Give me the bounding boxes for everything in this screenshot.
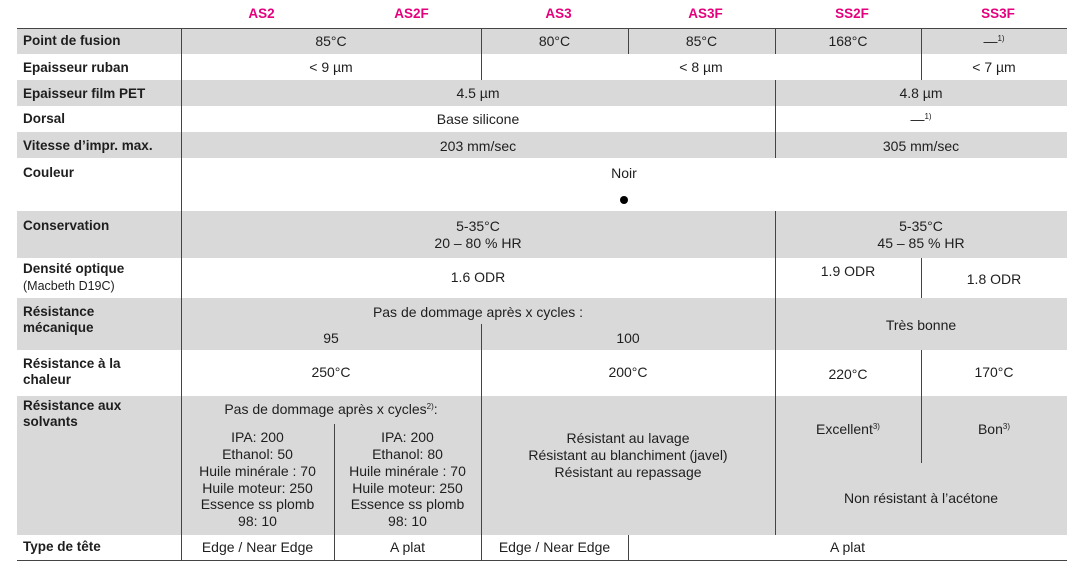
column-header-as2f: AS2F bbox=[394, 6, 429, 21]
table-cell-line: Huile moteur: 250 bbox=[352, 480, 463, 496]
table-cell-line: Huile moteur: 250 bbox=[202, 480, 313, 496]
column-header-as3: AS3 bbox=[545, 6, 572, 21]
table-cell: 200°C bbox=[608, 364, 648, 380]
row-label: Résistance aux bbox=[23, 398, 122, 413]
table-cell: 203 mm/sec bbox=[439, 138, 517, 154]
table-cell-line: Huile minérale : 70 bbox=[349, 463, 466, 479]
table-cell-line: Huile minérale : 70 bbox=[199, 463, 316, 479]
row-label: mécanique bbox=[23, 320, 94, 335]
table-cell: 4.5 µm bbox=[456, 85, 500, 101]
cell-value: Pas de dommage après x cycles bbox=[224, 401, 427, 417]
table-cell: 85°C bbox=[685, 33, 718, 49]
cell-value: Bon bbox=[977, 421, 1003, 437]
row-label: Couleur bbox=[23, 165, 75, 180]
table-cell bbox=[775, 421, 921, 437]
cell-value-suffix: : bbox=[433, 401, 438, 417]
table-cell bbox=[775, 111, 1067, 127]
table-cell: 1.8 ODR bbox=[966, 271, 1022, 287]
table-cell-line: Résistant au blanchiment (javel) bbox=[528, 447, 728, 463]
row-label: Conservation bbox=[23, 218, 110, 233]
footnote-marker: 1) bbox=[997, 34, 1005, 43]
table-cell: Edge / Near Edge bbox=[201, 539, 314, 555]
table-cell: 4.8 µm bbox=[899, 85, 943, 101]
table-cell-line: 5-35°C bbox=[899, 218, 943, 234]
row-sublabel: (Macbeth D19C) bbox=[23, 279, 115, 293]
table-cell: 250°C bbox=[311, 364, 351, 380]
table-cell: Très bonne bbox=[885, 317, 957, 333]
table-cell: 100 bbox=[616, 330, 640, 346]
table-cell bbox=[921, 33, 1067, 49]
table-cell-line: Résistant au repassage bbox=[554, 464, 702, 480]
table-cell: 85°C bbox=[315, 33, 347, 49]
footnote-marker: 3) bbox=[872, 422, 880, 431]
table-cell: 1.9 ODR bbox=[820, 263, 876, 279]
table-cell-line: 98: 10 bbox=[238, 513, 277, 529]
table-cell: A plat bbox=[829, 539, 866, 555]
column-header-as2: AS2 bbox=[248, 6, 275, 21]
table-cell-line: 5-35°C bbox=[456, 218, 500, 234]
table-cell-line: 45 – 85 % HR bbox=[877, 235, 965, 251]
row-label: Epaisseur ruban bbox=[23, 60, 129, 75]
table-cell: Base silicone bbox=[436, 111, 520, 127]
table-cell-line: IPA: 200 bbox=[231, 429, 284, 445]
table-cell: Noir bbox=[611, 165, 637, 181]
table-cell bbox=[181, 401, 481, 417]
table-cell-line: IPA: 200 bbox=[381, 429, 434, 445]
table-cell: < 9 µm bbox=[309, 59, 353, 75]
row-label: chaleur bbox=[23, 372, 72, 387]
table-cell: A plat bbox=[389, 539, 426, 555]
row-label: Résistance bbox=[23, 304, 95, 319]
table-cell: 220°C bbox=[828, 366, 868, 382]
cell-value: — bbox=[983, 33, 998, 49]
table-cell-line: 98: 10 bbox=[388, 513, 427, 529]
table-top-rule bbox=[17, 28, 1067, 29]
column-header-ss3f: SS3F bbox=[981, 6, 1015, 21]
color-swatch bbox=[620, 196, 628, 204]
table-cell: 168°C bbox=[828, 33, 868, 49]
table-cell-line: Ethanol: 80 bbox=[372, 446, 443, 462]
row-label: Vitesse d’impr. max. bbox=[23, 138, 153, 153]
table-cell: Pas de dommage après x cycles : bbox=[372, 304, 584, 320]
table-cell: 305 mm/sec bbox=[882, 138, 960, 154]
table-cell: 95 bbox=[323, 330, 339, 346]
table-cell: < 7 µm bbox=[972, 59, 1016, 75]
table-cell: 170°C bbox=[974, 364, 1014, 380]
table-cell-line: Essence ss plomb bbox=[200, 496, 315, 512]
table-cell: 1.6 ODR bbox=[450, 269, 506, 285]
row-label: Type de tête bbox=[23, 539, 101, 554]
row-label: Dorsal bbox=[23, 111, 66, 126]
cell-value: — bbox=[910, 111, 925, 127]
column-header-as3f: AS3F bbox=[688, 6, 723, 21]
footnote-marker: 2) bbox=[426, 402, 434, 411]
column-divider bbox=[775, 396, 776, 535]
cell-value: Excellent bbox=[816, 421, 873, 437]
row-label: Epaisseur film PET bbox=[23, 86, 146, 101]
table-cell-line: Ethanol: 50 bbox=[222, 446, 293, 462]
table-cell-line: 20 – 80 % HR bbox=[434, 235, 522, 251]
table-cell: 80°C bbox=[538, 33, 571, 49]
table-bottom-rule bbox=[17, 560, 1067, 561]
row-label: Résistance à la bbox=[23, 356, 121, 371]
table-cell-line: Essence ss plomb bbox=[350, 496, 465, 512]
row-label: solvants bbox=[23, 414, 78, 429]
table-cell: < 8 µm bbox=[679, 59, 723, 75]
column-header-ss2f: SS2F bbox=[835, 6, 869, 21]
footnote-marker: 1) bbox=[924, 112, 932, 121]
row-label: Densité optique bbox=[23, 261, 125, 276]
footnote-marker: 3) bbox=[1002, 422, 1011, 431]
table-cell: Edge / Near Edge bbox=[498, 539, 611, 555]
table-cell bbox=[921, 421, 1067, 437]
table-cell-line: Résistant au lavage bbox=[566, 430, 690, 446]
table-cell: Non résistant à l’acétone bbox=[843, 490, 999, 506]
row-label: Point de fusion bbox=[23, 33, 121, 48]
